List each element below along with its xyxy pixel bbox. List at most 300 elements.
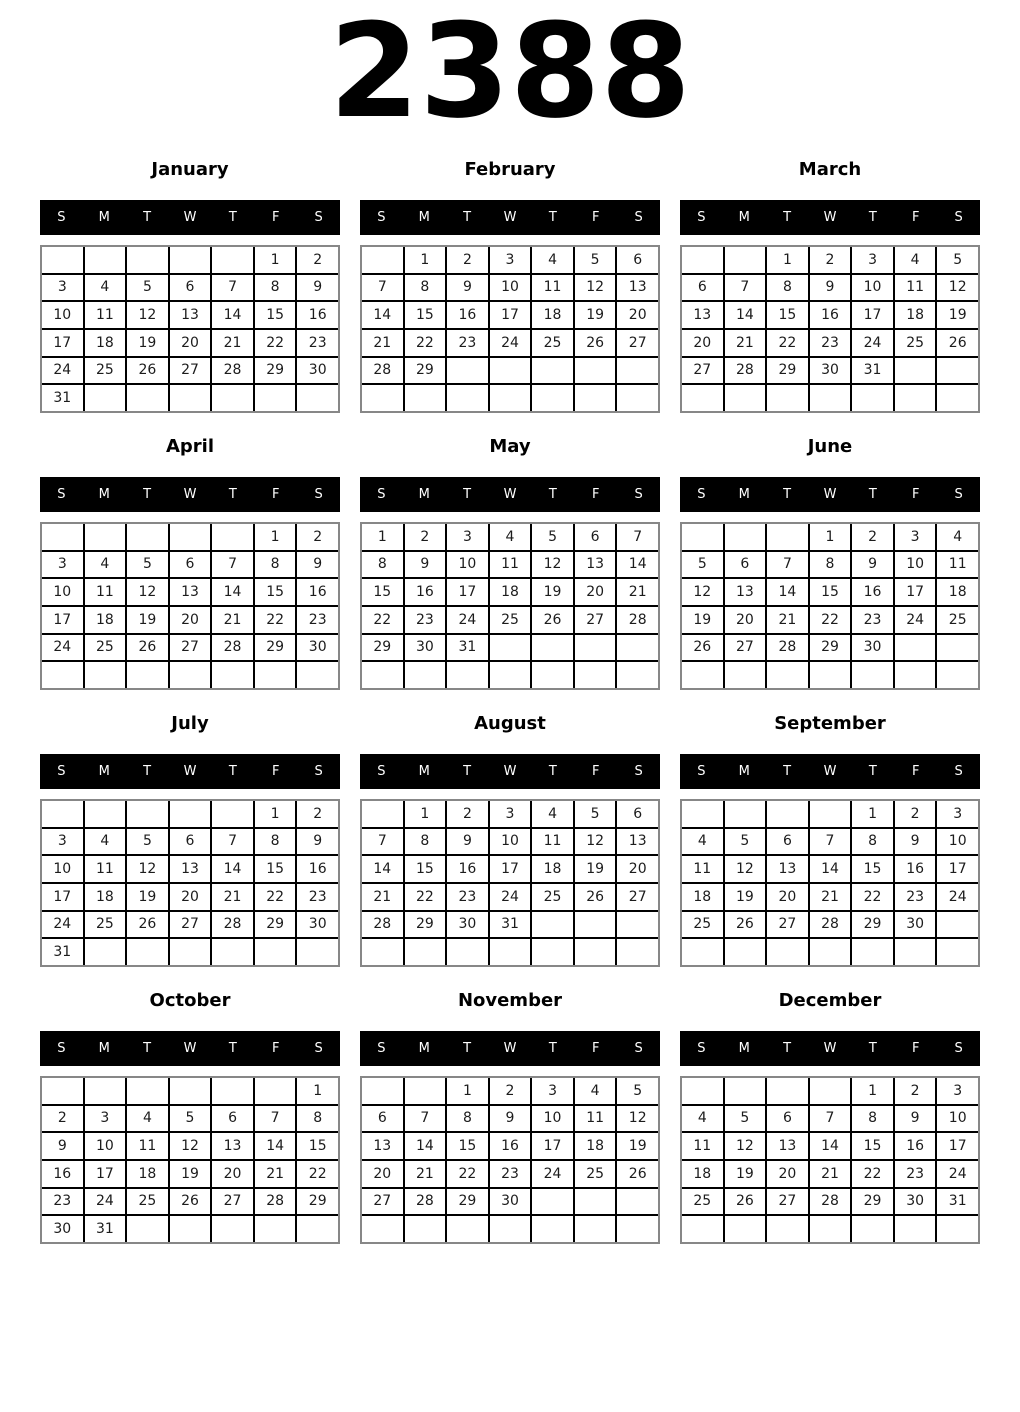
day-cell: 12 xyxy=(532,552,573,578)
day-cell: 17 xyxy=(42,884,83,910)
weekday-label: T xyxy=(783,1041,792,1056)
day-cell xyxy=(895,358,936,384)
day-cell: 24 xyxy=(42,358,83,384)
months-grid xyxy=(0,160,1020,1244)
day-cell: 18 xyxy=(682,884,723,910)
day-cell: 20 xyxy=(170,607,211,633)
day-cell xyxy=(85,662,126,688)
weekday-label: T xyxy=(463,487,472,502)
day-cell: 17 xyxy=(85,1161,126,1187)
weekday-header-bar xyxy=(40,477,340,512)
day-cell: 4 xyxy=(127,1106,168,1132)
day-cell: 24 xyxy=(532,1161,573,1187)
day-cell: 26 xyxy=(532,607,573,633)
day-cell: 14 xyxy=(405,1133,446,1159)
day-cell xyxy=(362,662,403,688)
day-cell xyxy=(170,801,211,827)
day-cell: 7 xyxy=(255,1106,296,1132)
day-cell: 2 xyxy=(895,801,936,827)
day-cell xyxy=(725,801,766,827)
day-cell xyxy=(255,1078,296,1104)
day-cell xyxy=(212,385,253,411)
day-cell xyxy=(42,662,83,688)
day-cell: 20 xyxy=(725,607,766,633)
day-cell xyxy=(212,247,253,273)
day-cell: 7 xyxy=(362,829,403,855)
day-cell: 19 xyxy=(127,884,168,910)
day-cell xyxy=(682,801,723,827)
day-cell: 11 xyxy=(682,1133,723,1159)
day-cell xyxy=(362,939,403,965)
day-cell: 5 xyxy=(937,247,978,273)
day-cell: 6 xyxy=(682,275,723,301)
day-cell: 12 xyxy=(170,1133,211,1159)
day-cell: 25 xyxy=(532,884,573,910)
day-cell: 1 xyxy=(297,1078,338,1104)
day-cell: 12 xyxy=(725,856,766,882)
day-cell: 8 xyxy=(255,552,296,578)
day-cell: 3 xyxy=(447,524,488,550)
day-cell xyxy=(852,1216,893,1242)
weekday-header-bar xyxy=(360,754,660,789)
day-cell xyxy=(617,635,658,661)
day-cell: 18 xyxy=(575,1133,616,1159)
day-cell: 25 xyxy=(85,912,126,938)
day-cell: 1 xyxy=(852,801,893,827)
month-name: August xyxy=(474,713,546,734)
weekday-header-bar xyxy=(40,754,340,789)
day-cell: 3 xyxy=(42,275,83,301)
day-cell: 8 xyxy=(255,829,296,855)
day-cell: 1 xyxy=(362,524,403,550)
day-cell: 20 xyxy=(170,884,211,910)
day-cell xyxy=(532,635,573,661)
day-cell: 9 xyxy=(852,552,893,578)
day-cell: 26 xyxy=(617,1161,658,1187)
day-cell xyxy=(127,1216,168,1242)
day-cell xyxy=(767,662,808,688)
day-cell: 22 xyxy=(255,884,296,910)
weekday-label: M xyxy=(418,210,430,225)
day-cell: 26 xyxy=(937,330,978,356)
day-cell: 8 xyxy=(767,275,808,301)
day-cell: 15 xyxy=(852,1133,893,1159)
weekday-label: W xyxy=(823,487,837,502)
day-cell xyxy=(127,247,168,273)
weekday-label: T xyxy=(868,764,877,779)
day-cell: 13 xyxy=(170,856,211,882)
day-cell: 9 xyxy=(895,829,936,855)
day-cell: 16 xyxy=(42,1161,83,1187)
weekday-header-bar xyxy=(360,477,660,512)
day-cell: 25 xyxy=(85,635,126,661)
day-cell: 13 xyxy=(767,1133,808,1159)
day-cell xyxy=(405,662,446,688)
day-cell xyxy=(42,801,83,827)
day-cell: 5 xyxy=(170,1106,211,1132)
day-cell: 10 xyxy=(85,1133,126,1159)
day-grid xyxy=(360,799,660,967)
day-cell: 8 xyxy=(852,829,893,855)
day-cell: 4 xyxy=(937,524,978,550)
day-cell xyxy=(297,385,338,411)
day-cell: 26 xyxy=(575,884,616,910)
day-cell: 21 xyxy=(767,607,808,633)
day-cell: 23 xyxy=(810,330,851,356)
day-cell: 28 xyxy=(212,635,253,661)
day-cell: 20 xyxy=(682,330,723,356)
day-cell: 22 xyxy=(255,330,296,356)
day-cell: 27 xyxy=(617,884,658,910)
weekday-label: T xyxy=(463,764,472,779)
weekday-header-bar xyxy=(680,754,980,789)
day-cell: 3 xyxy=(85,1106,126,1132)
day-cell: 21 xyxy=(725,330,766,356)
day-cell: 12 xyxy=(575,829,616,855)
day-cell: 26 xyxy=(170,1189,211,1215)
day-cell: 28 xyxy=(212,358,253,384)
day-cell xyxy=(170,247,211,273)
day-cell: 8 xyxy=(405,275,446,301)
day-cell: 27 xyxy=(170,635,211,661)
day-cell: 3 xyxy=(490,801,531,827)
weekday-label: S xyxy=(954,210,963,225)
day-cell: 19 xyxy=(725,1161,766,1187)
day-cell: 27 xyxy=(767,912,808,938)
day-cell: 14 xyxy=(725,302,766,328)
day-cell xyxy=(725,524,766,550)
day-cell xyxy=(447,662,488,688)
day-cell: 3 xyxy=(937,801,978,827)
day-cell: 11 xyxy=(127,1133,168,1159)
day-cell: 27 xyxy=(767,1189,808,1215)
day-cell xyxy=(42,247,83,273)
month-name: July xyxy=(171,713,209,734)
day-cell: 30 xyxy=(810,358,851,384)
day-cell: 9 xyxy=(490,1106,531,1132)
day-cell: 9 xyxy=(297,275,338,301)
month-name: September xyxy=(774,713,886,734)
day-cell xyxy=(362,247,403,273)
day-cell: 15 xyxy=(852,856,893,882)
day-cell xyxy=(532,912,573,938)
month-block xyxy=(40,160,340,413)
day-cell: 7 xyxy=(212,275,253,301)
day-cell: 5 xyxy=(127,275,168,301)
day-cell: 18 xyxy=(85,607,126,633)
day-cell: 23 xyxy=(405,607,446,633)
day-cell: 30 xyxy=(895,1189,936,1215)
day-cell: 16 xyxy=(297,856,338,882)
day-cell xyxy=(490,662,531,688)
weekday-label: W xyxy=(823,1041,837,1056)
day-cell xyxy=(682,662,723,688)
day-cell xyxy=(85,801,126,827)
weekday-label: W xyxy=(183,210,197,225)
day-cell: 7 xyxy=(810,1106,851,1132)
weekday-header-bar xyxy=(680,200,980,235)
day-cell xyxy=(170,524,211,550)
day-cell: 24 xyxy=(447,607,488,633)
weekday-label: T xyxy=(548,487,557,502)
day-cell: 23 xyxy=(42,1189,83,1215)
day-cell xyxy=(725,247,766,273)
day-grid xyxy=(360,522,660,690)
weekday-label: T xyxy=(783,764,792,779)
day-cell: 25 xyxy=(937,607,978,633)
weekday-label: W xyxy=(503,487,517,502)
day-cell: 9 xyxy=(810,275,851,301)
day-cell xyxy=(362,801,403,827)
weekday-label: F xyxy=(591,487,600,502)
day-cell: 22 xyxy=(852,884,893,910)
day-cell: 7 xyxy=(767,552,808,578)
day-cell: 4 xyxy=(682,829,723,855)
weekday-label: S xyxy=(954,487,963,502)
day-cell xyxy=(617,1216,658,1242)
day-cell: 25 xyxy=(490,607,531,633)
day-grid xyxy=(40,245,340,413)
day-cell xyxy=(405,939,446,965)
day-cell xyxy=(937,662,978,688)
day-cell xyxy=(405,1078,446,1104)
weekday-label: W xyxy=(183,764,197,779)
day-cell xyxy=(617,912,658,938)
day-cell: 10 xyxy=(895,552,936,578)
day-cell: 17 xyxy=(937,856,978,882)
day-cell: 2 xyxy=(895,1078,936,1104)
day-cell xyxy=(490,385,531,411)
weekday-label: S xyxy=(314,210,323,225)
day-cell xyxy=(255,385,296,411)
day-cell: 4 xyxy=(532,247,573,273)
weekday-label: F xyxy=(591,764,600,779)
weekday-label: T xyxy=(143,210,152,225)
day-cell xyxy=(810,939,851,965)
day-cell: 10 xyxy=(42,856,83,882)
day-cell: 14 xyxy=(767,579,808,605)
day-cell: 6 xyxy=(170,552,211,578)
weekday-label: W xyxy=(503,210,517,225)
weekday-label: T xyxy=(548,1041,557,1056)
day-cell: 13 xyxy=(682,302,723,328)
weekday-label: M xyxy=(418,487,430,502)
day-cell xyxy=(297,939,338,965)
weekday-header-bar xyxy=(360,200,660,235)
day-cell: 15 xyxy=(255,856,296,882)
day-cell: 2 xyxy=(852,524,893,550)
day-cell: 19 xyxy=(937,302,978,328)
day-cell: 28 xyxy=(405,1189,446,1215)
weekday-label: S xyxy=(697,210,706,225)
day-cell xyxy=(127,801,168,827)
day-cell: 27 xyxy=(170,358,211,384)
day-cell: 28 xyxy=(767,635,808,661)
day-cell: 10 xyxy=(852,275,893,301)
day-cell: 21 xyxy=(212,330,253,356)
day-cell: 24 xyxy=(490,884,531,910)
day-cell xyxy=(532,358,573,384)
weekday-label: W xyxy=(503,764,517,779)
weekday-label: M xyxy=(98,1041,110,1056)
day-cell: 28 xyxy=(362,358,403,384)
month-name: December xyxy=(778,990,882,1011)
day-cell: 28 xyxy=(212,912,253,938)
day-cell xyxy=(725,1216,766,1242)
day-cell xyxy=(937,939,978,965)
weekday-header-bar xyxy=(40,200,340,235)
day-cell: 1 xyxy=(405,247,446,273)
day-cell xyxy=(852,939,893,965)
weekday-label: S xyxy=(634,487,643,502)
day-cell: 30 xyxy=(297,912,338,938)
day-cell: 12 xyxy=(127,856,168,882)
weekday-label: W xyxy=(823,764,837,779)
day-cell: 28 xyxy=(617,607,658,633)
day-cell xyxy=(447,358,488,384)
day-cell: 2 xyxy=(490,1078,531,1104)
day-cell: 23 xyxy=(297,330,338,356)
day-cell xyxy=(810,801,851,827)
day-cell xyxy=(937,358,978,384)
day-cell xyxy=(170,939,211,965)
day-cell: 5 xyxy=(725,1106,766,1132)
day-cell xyxy=(767,801,808,827)
weekday-label: T xyxy=(868,210,877,225)
weekday-label: S xyxy=(954,1041,963,1056)
day-cell: 27 xyxy=(170,912,211,938)
day-cell: 4 xyxy=(85,552,126,578)
day-cell: 8 xyxy=(852,1106,893,1132)
day-cell: 20 xyxy=(617,856,658,882)
day-cell: 27 xyxy=(575,607,616,633)
day-cell: 30 xyxy=(297,635,338,661)
day-cell: 19 xyxy=(617,1133,658,1159)
day-cell: 16 xyxy=(297,302,338,328)
day-cell: 5 xyxy=(575,801,616,827)
day-cell: 28 xyxy=(810,912,851,938)
day-cell xyxy=(937,635,978,661)
day-cell: 17 xyxy=(490,856,531,882)
day-cell xyxy=(575,1189,616,1215)
day-cell: 29 xyxy=(362,635,403,661)
day-cell xyxy=(725,385,766,411)
day-cell: 11 xyxy=(85,856,126,882)
weekday-label: S xyxy=(697,487,706,502)
day-cell: 22 xyxy=(852,1161,893,1187)
day-cell: 21 xyxy=(362,330,403,356)
day-cell: 4 xyxy=(532,801,573,827)
month-block xyxy=(40,437,340,690)
day-cell xyxy=(575,1216,616,1242)
day-cell: 30 xyxy=(852,635,893,661)
day-cell: 15 xyxy=(297,1133,338,1159)
month-name: November xyxy=(457,990,563,1011)
day-cell: 3 xyxy=(852,247,893,273)
day-cell: 23 xyxy=(297,884,338,910)
day-cell: 10 xyxy=(42,579,83,605)
day-cell xyxy=(937,1216,978,1242)
day-cell xyxy=(767,939,808,965)
day-cell: 31 xyxy=(937,1189,978,1215)
weekday-label: S xyxy=(954,764,963,779)
weekday-label: F xyxy=(911,764,920,779)
weekday-label: M xyxy=(738,764,750,779)
day-cell xyxy=(447,939,488,965)
day-grid xyxy=(680,522,980,690)
weekday-header-bar xyxy=(680,477,980,512)
day-cell: 22 xyxy=(810,607,851,633)
day-cell: 14 xyxy=(212,579,253,605)
day-cell: 7 xyxy=(810,829,851,855)
day-cell: 24 xyxy=(42,912,83,938)
day-cell: 26 xyxy=(127,912,168,938)
day-grid xyxy=(40,1076,340,1244)
day-cell xyxy=(617,358,658,384)
day-cell: 24 xyxy=(852,330,893,356)
day-cell: 26 xyxy=(127,358,168,384)
day-cell: 14 xyxy=(362,856,403,882)
day-cell: 18 xyxy=(85,330,126,356)
day-cell: 19 xyxy=(127,607,168,633)
day-cell: 6 xyxy=(725,552,766,578)
day-cell: 6 xyxy=(617,247,658,273)
day-cell: 19 xyxy=(532,579,573,605)
day-cell xyxy=(532,385,573,411)
weekday-label: T xyxy=(143,487,152,502)
day-cell: 7 xyxy=(617,524,658,550)
weekday-label: W xyxy=(823,210,837,225)
day-cell: 31 xyxy=(852,358,893,384)
weekday-label: M xyxy=(98,487,110,502)
month-name: January xyxy=(151,159,229,180)
month-name: October xyxy=(149,990,231,1011)
day-cell: 20 xyxy=(212,1161,253,1187)
day-cell: 23 xyxy=(447,884,488,910)
day-cell xyxy=(810,1078,851,1104)
day-cell: 18 xyxy=(127,1161,168,1187)
day-cell: 12 xyxy=(682,579,723,605)
weekday-label: T xyxy=(783,210,792,225)
day-cell: 15 xyxy=(405,856,446,882)
day-cell: 3 xyxy=(42,829,83,855)
day-cell xyxy=(362,385,403,411)
day-cell xyxy=(85,385,126,411)
year-title: 2388 xyxy=(329,0,691,147)
day-cell xyxy=(212,801,253,827)
day-cell xyxy=(767,1078,808,1104)
day-cell: 2 xyxy=(297,524,338,550)
day-cell: 14 xyxy=(212,302,253,328)
weekday-header-bar xyxy=(360,1031,660,1066)
weekday-label: S xyxy=(57,210,66,225)
day-cell xyxy=(405,1216,446,1242)
month-block xyxy=(680,991,980,1244)
day-cell xyxy=(170,1078,211,1104)
day-cell: 12 xyxy=(617,1106,658,1132)
day-cell: 6 xyxy=(170,829,211,855)
weekday-label: T xyxy=(463,1041,472,1056)
weekday-label: M xyxy=(418,1041,430,1056)
day-grid xyxy=(360,245,660,413)
day-cell xyxy=(490,1216,531,1242)
day-cell: 27 xyxy=(362,1189,403,1215)
day-cell: 11 xyxy=(490,552,531,578)
day-cell: 1 xyxy=(447,1078,488,1104)
day-cell xyxy=(532,1189,573,1215)
day-grid xyxy=(680,1076,980,1244)
day-cell: 23 xyxy=(895,884,936,910)
